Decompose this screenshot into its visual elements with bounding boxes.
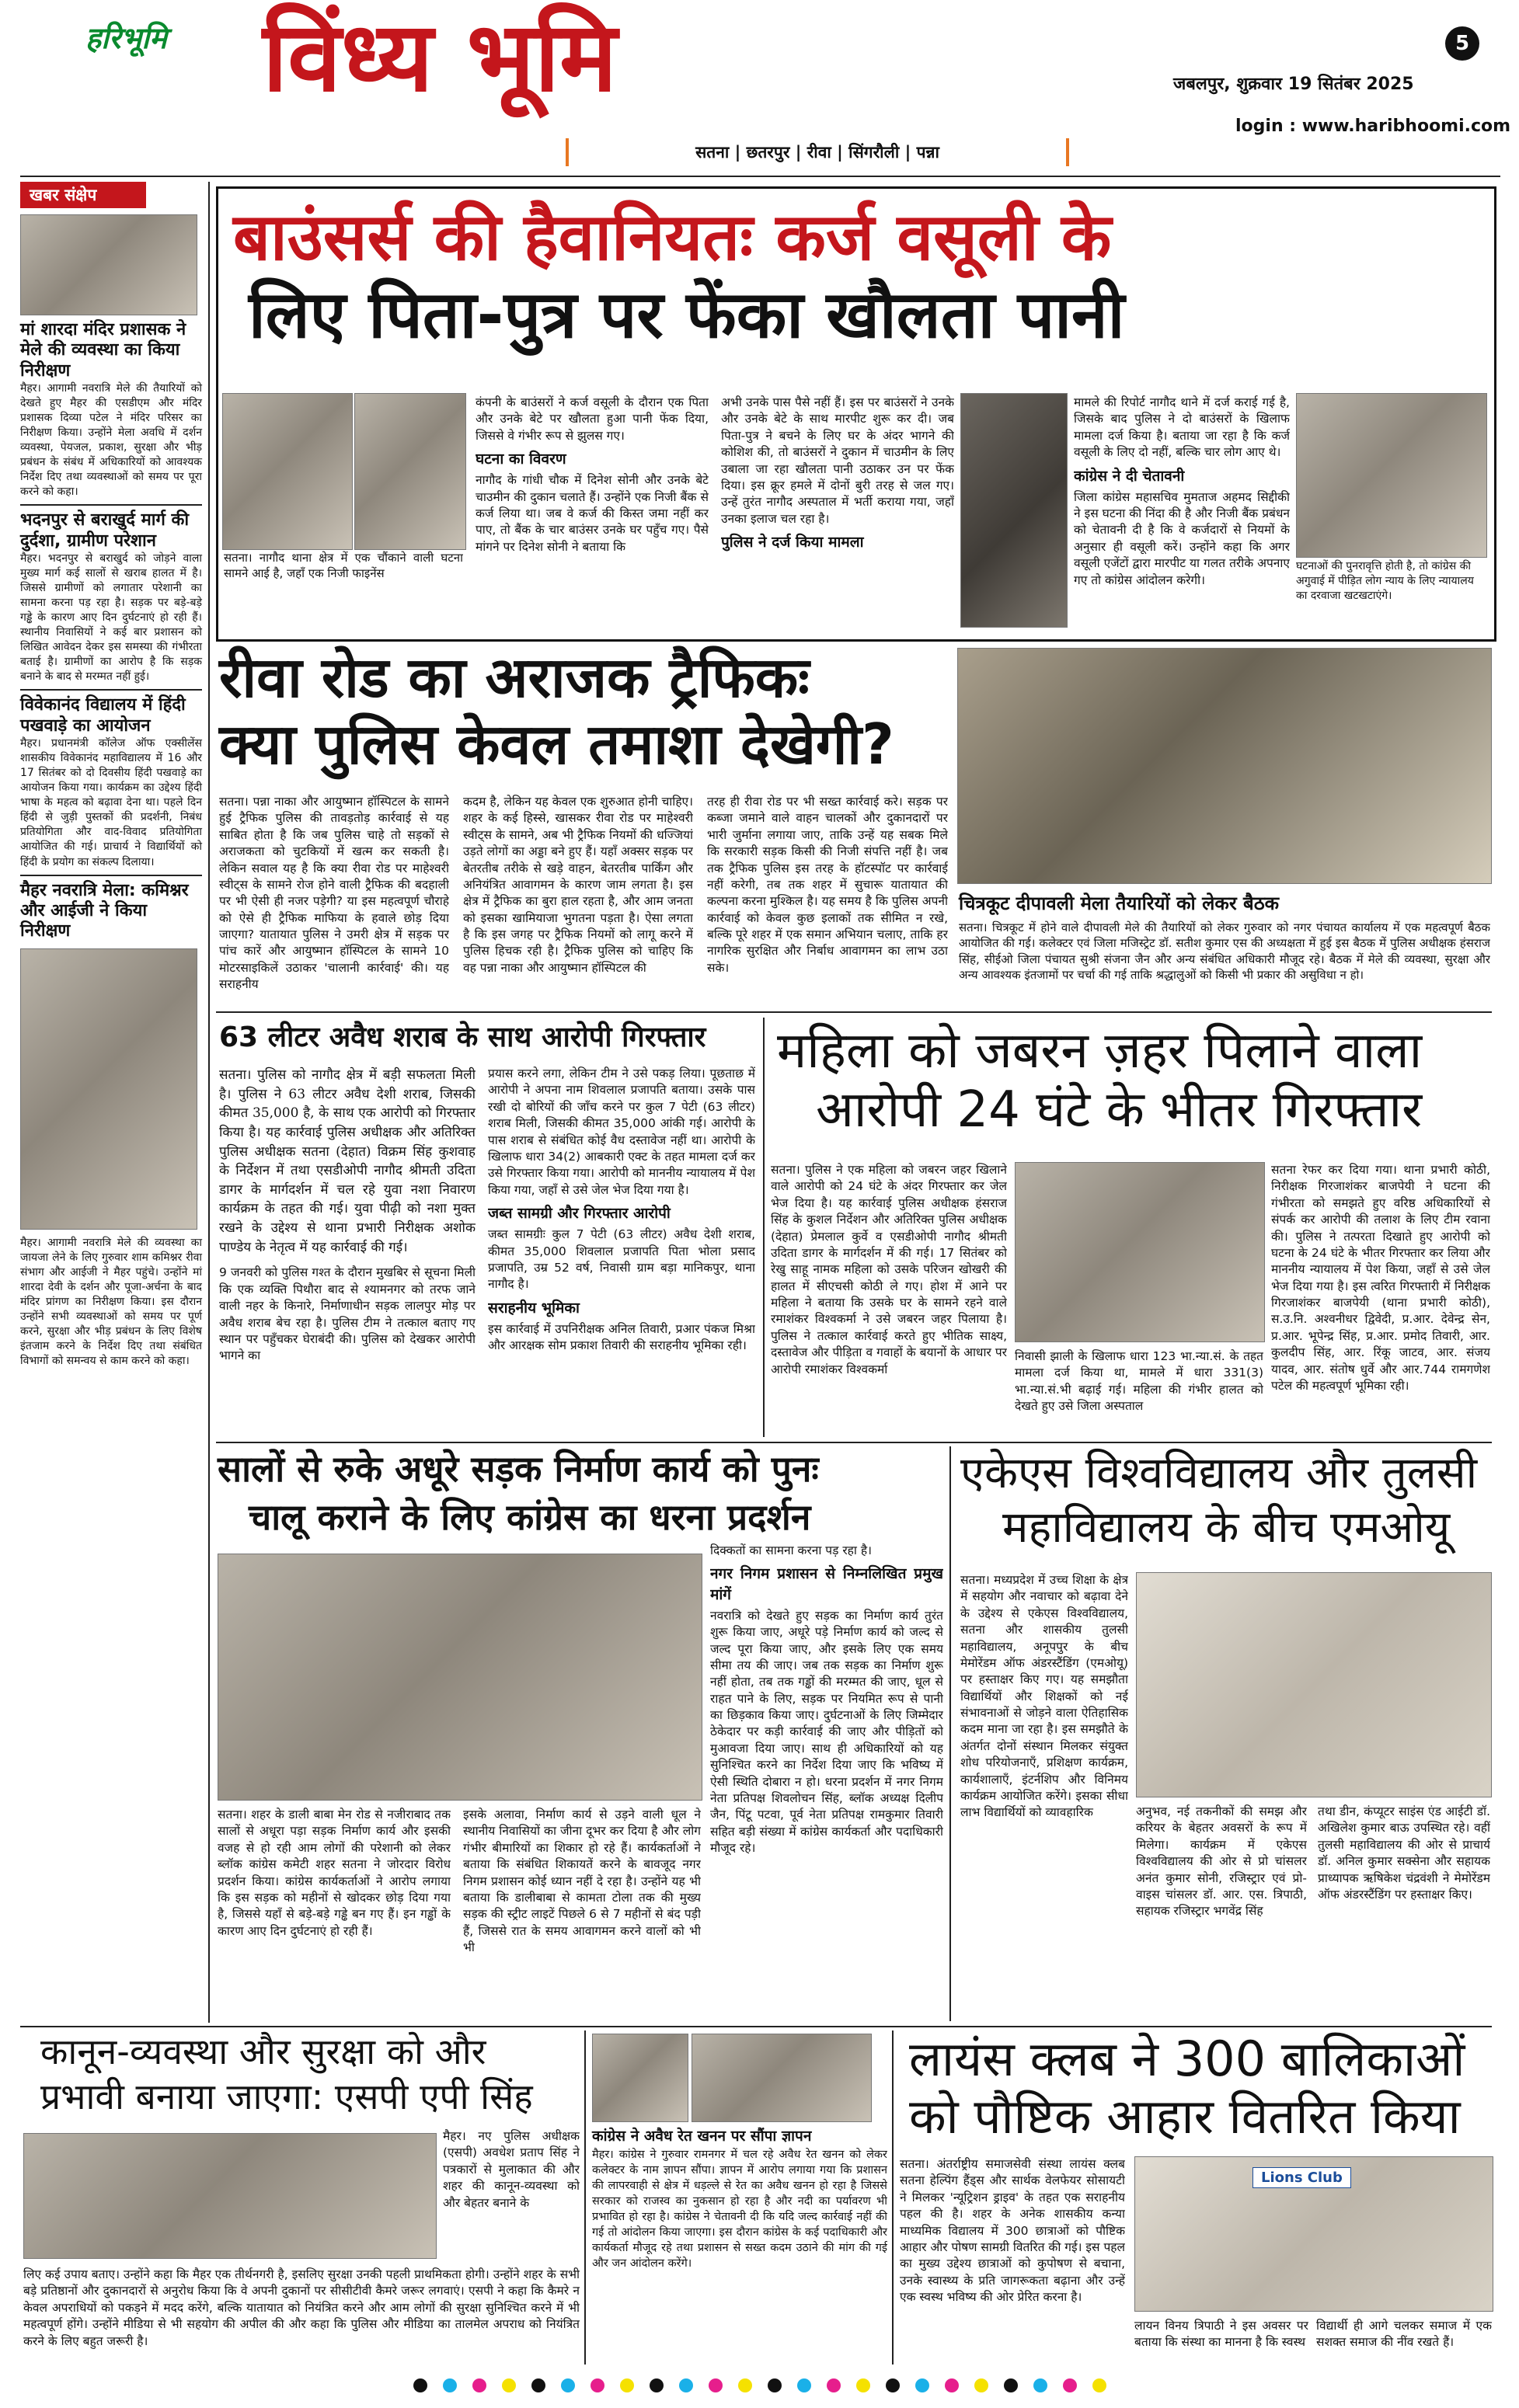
story-9-headline-1: लायंस क्लब ने 300 बालिकाओं — [909, 2030, 1465, 2087]
story-3-col-2b-text: जब्त सामग्रीः कुल 7 पेटी (63 लीटर) अवैध देशी शराब, कीमत 35,000 शिवलाल प्रजापति पिता भोला प्रसाद प्रजापति, उम्र 52 वर्ष, निवासी ग्राम बड़ा मानिकपुर, थाना नागौद है। — [488, 1227, 755, 1292]
story-1-caption: सतना। नागौद थाना क्षेत्र में एक चौंकाने वाली घटना सामने आई है, जहाँ एक निजी फाइनेंस — [224, 551, 463, 581]
story-7-col-1b: लिए कई उपाय बताए। उन्होंने कहा कि मैहर एक तीर्थनगरी है, इसलिए सुरक्षा उनकी पहली प्राथमिकता होगी। उन्होंने शहर के सभी बड़े प्रतिष्ठानों और दुकानदारों से अनुरोध किया कि वे अपनी दुकानों पर सीसीटीवी कैमरे जरूर लगवाएं। एसपी ने कहा कि कैमरे न केवल अपराधियों को पकड़ने में मदद करेंगे, बल्कि यातायात को नियंत्रित करने और आम लोगों की सुरक्षा सुनिश्चित करने में भी महत्वपूर्ण होंगे। उन्होंने मीडिया से भी सहयोग की अपील की और कहा कि पुलिस और मीडिया का तालमेल अपराध को नियंत्रित करने के लिए बहुत जरूरी है। — [23, 2267, 580, 2348]
story-9-caption-2: विद्यार्थी ही आगे चलकर समाज में एक सशक्त समाज की नींव रखते हैं। — [1316, 2319, 1492, 2350]
sidebar-item-2-body: मैहर। भदनपुर से बराखुर्द को जोड़ने वाला मुख्य मार्ग कई सालों से खराब हालत में है। जिससे ग्रामीणों को लगातार परेशानी का सामना करना पड़ रहा है। सड़क पर बड़े-बड़े गड्ढे के कारण आए दिन दुर्घटनाएं हो रही हैं। स्थानीय निवासियों ने कई बार प्रशासन को लिखित आवेदन देकर इस समस्या की गंभीरता बताई है। ग्रामीणों का आरोप है कि सड़क बनाने के बाद से मरम्मत नहीं हुई। — [20, 552, 202, 684]
story-8-headline: कांग्रेस ने अवैध रेत खनन पर सौंपा ज्ञापन — [592, 2128, 812, 2145]
story-1-photo-4 — [1296, 393, 1487, 558]
story-5-photo — [218, 1554, 702, 1801]
divider-story-7-8 — [584, 2030, 586, 2365]
dateline: जबलपुर, शुक्रवार 19 सितंबर 2025 — [1173, 75, 1414, 94]
sidebar-photo-1 — [20, 214, 197, 315]
story-1-col-2-text: अभी उनके पास पैसे नहीं हैं। इस पर बाउंसरों ने उनके और उनके बेटे के साथ मारपीट शुरू कर दी। जब पिता-पुत्र ने बचने के लिए घर के अंदर भागने की कोशिश की, तो बाउंसरों ने दुकान में चाउमीन के लिए उबाला जा रहा खौलता पानी उठाकर उन पर फेंक दिया। इस क्रूर हमले में दोनों बुरी तरह से जल गए। उन्हें तुरंत नागौद अस्पताल में भर्ती कराया गया, जहाँ उनका इलाज चल रहा है। — [721, 395, 954, 526]
story-5-headline-2: चालू कराने के लिए कांग्रेस का धरना प्रदर्शन — [249, 1496, 811, 1538]
story-7-col-1: मैहर। नए पुलिस अधीक्षक (एसपी) अवधेश प्रताप सिंह ने पत्रकारों से मुलाकात की और शहर की कानून-व्यवस्था को और बेहतर बनाने के — [443, 2129, 580, 2210]
divider-story-8-9 — [892, 2030, 894, 2365]
sidebar-divider — [208, 182, 210, 2023]
divider-row-2 — [216, 1011, 1492, 1013]
story-4-col-1: सतना। पुलिस ने एक महिला को जबरन जहर खिलाने वाले आरोपी को 24 घंटे के अंदर गिरफ्तार कर जेल भेज दिया है। यह कार्रवाई पुलिस अधीक्षक हंसराज सिंह के कुशल निर्देशन और अतिरिक्त पुलिस अधीक्षक (देहात) प्रेमलाल कुर्वे व एसडीओपी नागौद श्रीमती उदिता डागर के मार्गदर्शन में की गई। 17 सितंबर को रेखु साहू नामक महिला को उसके परिजन खोखरी की हालत में सीएचसी कोठी ले गए। होश में आने पर महिला ने बताया कि उसके घर के सामने रहने वाले रमाशंकर विश्वकर्मा ने उसे जबरन जहर पिलाया है। पुलिस ने तत्काल कार्रवाई करते हुए भीतिक साक्ष्य, दस्तावेज और पीड़िता व गवाहों के बयानों के आधार पर आरोपी रमाशंकर विश्वकर्मा — [771, 1163, 1007, 1376]
story-1-photo-1 — [222, 393, 353, 550]
story-2-col-2: कदम है, लेकिन यह केवल एक शुरुआत होनी चाहिए। शहर के कई हिस्से, खासकर रीवा रोड पर माहेश्वरी स्वीट्स के सामने, अब भी ट्रैफिक नियमों की धज्जियां उड़ते लोगों का अड्डा बने हुए हैं। यहाँ अक्सर सड़क पर बेतरतीब तरीके से खड़े वाहन, बेतरतीब पार्किंग और अनियंत्रित आवागमन के कारण जाम लगता है। इस क्षेत्र में ट्रैफिक का बुरा हाल रहता है, और आम जनता को इसका खामियाजा भुगतना पड़ता है। ऐसा लगता है कि इस जगह पर ट्रैफिक नियमों को लागू करने में पुलिस हिचक रही है। ट्रैफिक पुलिस को चाहिए कि वह पन्ना नाका और आयुष्मान हॉस्पिटल की — [463, 795, 693, 975]
story-5-col-3b-text: नवरात्रि को देखते हुए सड़क का निर्माण कार्य तुरंत शुरू किया जाए, अधूरे पड़े निर्माण कार्य को जल्द से जल्द पूरा किया जाए, और इसके लिए एक समय सीमा तय की जाए। जब तक सड़क का निर्माण शुरू नहीं होता, तब तक गड्ढों की मरम्मत की जाए, धूल से राहत पाने के लिए, सड़क पर नियमित रूप से पानी का छिड़काव किया जाए। दुर्घटनाओं के लिए जिम्मेदार ठेकेदार पर कड़ी कार्रवाई की जाए और पीड़ितों को मुआवजा दिया जाए। साथ ही अधिकारियों को यह सुनिश्चित करने का निर्देश दिया जाए कि भविष्य में ऐसी स्थिति दोबारा न हो। धरना प्रदर्शन में नगर निगम नेता प्रतिपक्ष शिवलोचन सिंह, ब्लॉक अध्यक्ष दिलीप जैन, पिंटू पटवा, पूर्व नेता प्रतिपक्ष रामकुमार तिवारी सहित बड़ी संख्या में कांग्रेस कार्यकर्ता और पदाधिकारी मौजूद रहे। — [710, 1608, 943, 1856]
meeting-photo — [957, 648, 1492, 884]
story-1-col-1-text: कंपनी के बाउंसरों ने कर्ज वसूली के दौरान एक पिता और उनके बेटे पर खौलता हुआ पानी फेंक दिया, जिससे वे गंभीर रूप से झुलस गए। — [476, 395, 709, 443]
story-1-col-2 — [721, 395, 954, 632]
story-5-col-1: सतना। शहर के डाली बाबा मेन रोड से नजीराबाद तक सालों से अधूरा पड़ा सड़क निर्माण कार्य और इसकी वजह से हो रही आम लोगों की परेशानी को लेकर ब्लॉक कांग्रेस कमेटी शहर सतना ने जोरदार विरोध प्रदर्शन किया। कांग्रेस कार्यकर्ताओं ने आरोप लगाया कि इस सड़क को महीनों से खोदकर छोड़ दिया गया है, जिससे यहाँ से बड़े-बड़े गड्ढे बन गए हैं। इन गड्ढों के कारण आए दिन दुर्घटनाएं हो रही हैं। — [218, 1808, 451, 1938]
sidebar — [20, 182, 202, 2201]
story-1-col-3b-text: जिला कांग्रेस महासचिव मुमताज अहमद सिद्दीकी ने इस घटना की निंदा की है और निजी बैंक प्रबंधन को चेतावनी दी है कि वे कर्जदारों से नियमों के अनुसार ही वसूली करें। उन्होंने कहा कि अगर वसूली एजेंटों द्वारा मारपीट या गलत तरीके अपनाए गए तो कांग्रेस आंदोलन करेगी। — [1074, 489, 1290, 587]
story-5-col-2: इसके अलावा, निर्माण कार्य से उड़ने वाली धूल ने स्थानीय निवासियों का जीना दूभर कर दिया है और लोग गंभीर बीमारियों का शिकार हो रहे हैं। कार्यकर्ताओं ने बताया कि संबंधित शिकायतें करने के बावजूद नगर निगम प्रशासन कोई ध्यान नहीं दे रहा है। उन्होंने यह भी बताया कि डालीबाबा से कामता टोला तक की मुख्य सड़क की स्ट्रीट लाइटें पिछले 6 से 7 महीनों से बंद पड़ी हैं, जिससे रात के समय आवागमन करने वालों को भी भी — [463, 1808, 701, 1954]
divider-story-5-6 — [949, 1446, 951, 2021]
story-5-headline-1: सालों से रुके अधूरे सड़क निर्माण कार्य को पुनः — [218, 1448, 819, 1490]
story-7-photo — [23, 2133, 437, 2259]
story-1-col-3 — [1074, 395, 1290, 632]
story-2-headline-1: रीवा रोड का अराजक ट्रैफिकः — [219, 645, 810, 710]
story-5-col-3 — [710, 1543, 943, 2018]
sidebar-item-4-headline: मैहर नवरात्रि मेला: कमिश्नर और आईजी ने किया निरीक्षण — [20, 880, 189, 941]
story-1-caption-2: घटनाओं की पुनरावृत्ति होती है, तो कांग्रेस की अगुवाई में पीड़ित लोग न्याय के लिए न्यायालय का दरवाजा खटखटाएंगे। — [1296, 560, 1474, 602]
sidebar-item-4-body: मैहर। आगामी नवरात्रि मेले की व्यवस्था का जायजा लेने के लिए गुरुवार शाम कमिश्नर रीवा संभाग और आईजी ने मैहर पहुंचे। उन्होंने मां शारदा देवी के दर्शन और पूजा-अर्चना के बाद मंदिर प्रांगण का निरीक्षण किया। इस दौरान उन्होंने सभी व्यवस्थाओं को समय पर पूर्ण करने, सुरक्षा और भीड़ प्रबंधन के लिए विशेष इंतजाम करने के निर्देश दिए तथा संबंधित विभागों को समन्वय से काम करने को कहा। — [20, 1236, 202, 1367]
story-3-sub-2: सराहनीय भूमिका — [488, 1299, 580, 1317]
story-1-headline-2: लिए पिता-पुत्र पर फेंका खौलता पानी — [249, 277, 1125, 353]
story-6-col-2: अनुभव, नई तकनीकों की समझ और करियर के बेहतर अवसरों के रूप में मिलेगा। कार्यक्रम में एकेएस विश्वविद्यालय की ओर से प्रो चांसलर अनंत कुमार सोनी, रजिस्ट्रार एवं प्रो-वाइस चांसलर डॉ. आर. एस. त्रिपाठी, सहायक रजिस्ट्रार भगवेंद्र सिंह — [1136, 1804, 1307, 1919]
sidebar-label: खबर संक्षेप — [20, 182, 146, 208]
story-4-headline-2: आरोपी 24 घंटे के भीतर गिरफ्तार — [816, 1081, 1423, 1139]
login-url[interactable]: login : www.haribhoomi.com — [1235, 117, 1511, 136]
district-bar — [566, 138, 1069, 166]
story-1-sub-3: कांग्रेस ने दी चेतावनी — [1074, 467, 1185, 485]
story-8-photo-2 — [692, 2034, 872, 2122]
story-4-photo — [1015, 1162, 1265, 1342]
story-6-headline-2: महाविद्यालय के बीच एमओयू — [1002, 1502, 1451, 1553]
brand-logo: हरिभूमि — [85, 21, 167, 55]
story-3-col-1 — [219, 1066, 476, 1437]
story-2-col-3: तरह ही रीवा रोड पर भी सख्त कार्रवाई करे। सड़क पर कब्जा जमाने वाले वाहन चालकों और दुकानदारों पर भारी जुर्माना लगाया जाए, ताकि उन्हें यह सबक मिले कि सरकारी सड़क किसी की निजी संपत्ति नहीं है। जब तक ट्रैफिक पुलिस इस तरह के हॉटस्पॉट पर कार्रवाई नहीं करेगी, तब तक शहर में सुचारू यातायात की कल्पना करना मुश्किल है। यह समय है कि पुलिस अपनी कार्रवाई को केवल कुछ इलाकों तक सीमित न रखे, बल्कि पूरे शहर में एक समान अभियान चलाए, ताकि हर नागरिक सुरक्षित और निर्बाध आवागमन का लाभ उठा सके। — [707, 795, 948, 975]
story-3-col-2c-text: इस कार्रवाई में उपनिरीक्षक अनिल तिवारी, प्रआर पंकज मिश्रा और आरक्षक सोम प्रकाश तिवारी की सराहनीय भूमिका रही। — [488, 1321, 755, 1353]
sidebar-item-3-body: मैहर। प्रधानमंत्री कॉलेज ऑफ एक्सीलेंस शासकीय विवेकानंद महाविद्यालय में 16 और 17 सितंबर को दो दिवसीय हिंदी पखवाड़े का आयोजन किया गया। कार्यक्रम का उद्देश्य हिंदी भाषा के महत्व को बढ़ावा देना था। पहले दिन हिंदी से जुड़ी पुस्तकों की प्रदर्शनी, निबंध प्रतियोगिता और वाद-विवाद प्रतियोगिता आयोजित की गई। प्राचार्य ने विद्यार्थियों को हिंदी के प्रयोग का संकल्प दिलाया। — [20, 737, 202, 868]
story-9-banner: Lions Club — [1252, 2167, 1351, 2188]
story-6-col-1: सतना। मध्यप्रदेश में उच्च शिक्षा के क्षेत्र में सहयोग और नवाचार को बढ़ावा देने के उद्देश्य से एकेएस विश्वविद्यालय, सतना और शासकीय तुलसी महाविद्यालय, अनूपपुर के बीच मेमोरेंडम ऑफ अंडरस्टैंडिंग (एमओयू) पर हस्ताक्षर किए गए। यह समझौता विद्यार्थियों और शिक्षकों को नई संभावनाओं से जोड़ने वाला ऐतिहासिक कदम माना जा रहा है। इस समझौते के अंतर्गत दोनों संस्थान मिलकर संयुक्त शोध परियोजनाएँ, प्रशिक्षण कार्यक्रम, कार्यशालाएँ, इंटर्नशिप और विनिमय कार्यक्रम आयोजित करेंगे। इसका सीधा लाभ विद्यार्थियों को व्यावहारिक — [960, 1573, 1128, 1820]
story-5-col-3-text: दिक्कतों का सामना करना पड़ रहा है। — [710, 1543, 872, 1557]
meeting-caption-title: चित्रकूट दीपावली मेला तैयारियों को लेकर बैठक — [959, 893, 1280, 914]
story-3-headline: 63 लीटर अवैध शराब के साथ आरोपी गिरफ्तार — [219, 1021, 706, 1053]
story-4-caption: निवासी झाली के खिलाफ धारा 123 भा.न्या.सं. के तहत मामला दर्ज किया था, मामले में धारा 331(3) भा.न्या.सं.भी बढ़ाई गई। महिला की गंभीर हालत को देखते हुए उसे जिला अस्पताल — [1015, 1349, 1263, 1414]
story-7-headline-2: प्रभावी बनाया जाएगा: एसपी एपी सिंह — [40, 2076, 533, 2117]
section-title: विंध्य भूमि — [263, 2, 618, 113]
sidebar-photo-2 — [20, 948, 197, 1230]
story-9-caption: लायन विनय त्रिपाठी ने इस अवसर पर बताया कि संस्था का मानना है कि स्वस्थ — [1134, 2319, 1308, 2350]
sidebar-item-2-headline: भदनपुर से बराखुर्द मार्ग की दुर्दशा, ग्रामीण परेशान — [20, 510, 190, 551]
story-3-sub-1: जब्त सामग्री और गिरफ्तार आरोपी — [488, 1205, 671, 1222]
story-6-headline-1: एकेएस विश्वविद्यालय और तुलसी — [960, 1448, 1478, 1498]
story-1-photo-2 — [354, 393, 466, 550]
story-6-photo — [1136, 1572, 1492, 1797]
sidebar-item-3-headline: विवेकानंद विद्यालय में हिंदी पखवाड़े का आयोजन — [20, 695, 186, 736]
divider-story-3-4 — [763, 1018, 765, 1437]
story-3-col-2 — [488, 1066, 755, 1437]
divider-row-3 — [216, 1442, 1492, 1443]
masthead-rule — [20, 176, 1500, 177]
story-1-headline-1: बाउंसर्स की हैवानियतः कर्ज वसूली के — [233, 199, 1112, 275]
story-1-col-1b-text: नागौद के गांधी चौक में दिनेश सोनी और उनके बेटे चाउमीन की दुकान चलाते हैं। उन्होंने एक निजी बैंक से कर्ज लिया था। जब वे कर्ज की किस्त जमा नहीं कर पाए, तो बैंक के चार बाउंसर उनके घर पहुँच गए। पैसे मांगने पर दिनेश सोनी ने बताया कि — [476, 473, 709, 554]
story-2-headline-2: क्या पुलिस केवल तमाशा देखेगी? — [219, 712, 894, 777]
page-number: 5 — [1445, 26, 1479, 61]
story-1-col-3-text: मामले की रिपोर्ट नागौद थाने में दर्ज कराई गई है, जिसके बाद पुलिस ने दो बाउंसरों के खिलाफ मामला दर्ज किया है। बताया जा रहा है कि कर्ज वसूली के लिए दो नहीं, बल्कि चार लोग आए थे। — [1074, 395, 1290, 460]
story-2-col-1: सतना। पन्ना नाका और आयुष्मान हॉस्पिटल के सामने हुई ट्रैफिक पुलिस की तावड़तोड़ कार्रवाई से यह साबित होता है कि जब पुलिस चाहे तो सड़कों से अराजकता को चुटकियों में खत्म कर सकती है। लेकिन सवाल यह है कि क्या रीवा रोड पर माहेश्वरी स्वीट्स के सामने रोज होने वाली ट्रैफिक की बदहाली पर भी ऐसी ही नजर पड़ेगी? या इस महत्वपूर्ण चौराहे को ऐसे ही ट्रैफिक माफिया के हवाले छोड़ दिया जाएगा? यातायात पुलिस ने उमरी क्षेत्र में सड़क पर पांच कारें और आयुष्मान हॉस्पिटल के सामने 10 मोटरसाइकिलें उठाकर 'चालानी कार्रवाई' की। यह सराहनीय — [219, 795, 449, 992]
story-7-headline-1: कानून-व्यवस्था और सुरक्षा को और — [40, 2030, 486, 2072]
story-1-sub-2: पुलिस ने दर्ज किया मामला — [721, 534, 864, 551]
district-list: सतना | छतरपुर | रीवा | सिंगरौली | पन्ना — [695, 143, 939, 162]
story-9-col-1: सतना। अंतर्राष्ट्रीय समाजसेवी संस्था लायंस क्लब सतना हेल्पिंग हैंड्स और सार्थक वेलफेयर सोसायटी ने मिलकर 'न्यूट्रिशन ड्राइव' के तहत एक सराहनीय पहल की है। शहर के अनेक शासकीय कन्या माध्यमिक विद्यालय में 300 छात्राओं को पौष्टिक आहार और पोषण सामग्री वितरित की गई। इस पहल का मुख्य उद्देश्य छात्राओं को कुपोषण से बचाना, उनके स्वास्थ्य के प्रति जागरूकता बढ़ाना और उन्हें एक स्वस्थ भविष्य की ओर प्रेरित करना है। — [900, 2157, 1125, 2304]
story-1-sub-1: घटना का विवरण — [476, 451, 566, 468]
story-3-col-1b-text: 9 जनवरी को पुलिस गश्त के दौरान मुखबिर से सूचना मिली कि एक व्यक्ति पिथौरा बाद से श्यामनगर को तरफ जाने वाली नहर के किनारे, निर्माणाधीन सड़क लालपुर मोड़ पर अवैध शराब बेच रहा है। पुलिस टीम ने तत्काल बताए गए स्थान पर पहुँचकर घेराबंदी की। पुलिस को देखकर आरोपी भागने का — [219, 1265, 476, 1363]
story-4-headline-1: महिला को जबरन ज़हर पिलाने वाला — [777, 1022, 1423, 1080]
story-8-photo-1 — [592, 2034, 688, 2122]
story-9-headline-2: को पौष्टिक आहार वितरित किया — [909, 2088, 1461, 2145]
story-4-col-2: सतना रेफर कर दिया गया। थाना प्रभारी कोठी, निरीक्षक गिरजाशंकर बाजपेयी ने घटना की गंभीरता को समझते हुए वरिष्ठ अधिकारियों से संपर्क कर आरोपी की तलाश के लिए टीम रवाना की। पुलिस ने तत्परता दिखाते हुए आरोपी को घटना के 24 घंटे के भीतर गिरफ्तार कर लिया और माननीय न्यायालय में पेश किया, जहाँ से उसे जेल भेज दिया गया है। इस त्वरित गिरफ्तारी में निरीक्षक गिरजाशंकर बाजपेयी (थाना प्रभारी कोठी), स.उ.नि. अश्वनीधर द्विवेदी, प्र.आर. देवेन्द्र सेन, प्र.आर. भूपेन्द्र सिंह, प्र.आर. प्रमोद तिवारी, आर. कुलदीप सिंह, आर. रिंकू जाटव, आर. संजय यादव, आर. संतोष धुर्वे और आर.744 रामगणेश पटेल की महत्वपूर्ण भूमिका रही। — [1271, 1163, 1490, 1393]
story-3-col-2-text: प्रयास करने लगा, लेकिन टीम ने उसे पकड़ लिया। पूछताछ में आरोपी ने अपना नाम शिवलाल प्रजापति बताया। उसके पास रखी दो बोरियों की जाँच करने पर कुल 7 पेटी (63 लीटर) शराब मिली, जिसकी कीमत 35,000 आंकी गई। आरोपी के पास शराब से संबंधित कोई वैध दस्तावेज नहीं था। आरोपी के खिलाफ धारा 34(2) आबकारी एक्ट के तहत मामला दर्ज कर उसे गिरफ्तार किया गया। आरोपी को माननीय न्यायालय में पेश किया गया, जहाँ से उसे जेल भेज दिया गया है। — [488, 1067, 755, 1197]
divider-row-4 — [20, 2026, 1492, 2027]
sidebar-item-1-headline: मां शारदा मंदिर प्रशासक ने मेले की व्यवस्था का किया निरीक्षण — [20, 320, 186, 381]
story-5-sub-1: नगर निगम प्रशासन से निम्नलिखित प्रमुख मांगें — [710, 1565, 943, 1603]
sidebar-item-1-body: मैहर। आगामी नवरात्रि मेले की तैयारियों को देखते हुए मैहर की एसडीएम और मंदिर प्रशासक दिव्या पटेल ने मंदिर परिसर का निरीक्षण किया। उन्होंने मेला अवधि में दर्शन व्यवस्था, पेयजल, प्रकाश, सुरक्षा और भीड़ प्रबंधन के संबंध में अधिकारियों को आवश्यक निर्देश दिए तथा व्यवस्थाओं को समय पर पूरा करने को कहा। — [20, 382, 202, 499]
print-registration-marks — [0, 2378, 1519, 2396]
story-1-photo-3 — [960, 393, 1068, 628]
meeting-caption: सतना। चित्रकूट में होने वाले दीपावली मेले की तैयारियों को लेकर गुरुवार को नगर पंचायत कार्यालय में एक महत्वपूर्ण बैठक आयोजित की गई। कलेक्टर एवं जिला मजिस्ट्रेट डॉ. सतीश कुमार एस की अध्यक्षता में हुई इस बैठक में पुलिस अधीक्षक हंसराज सिंह, सीईओ जिला पंचायत सुश्री संजना जैन और अन्य संबंधित अधिकारी मौजूद रहे। बैठक में मेले की व्यवस्था, सुरक्षा और अन्य आवश्यक इंतजामों पर चर्चा की गई ताकि श्रद्धालुओं को किसी भी प्रकार की असुविधा न हो। — [959, 920, 1490, 982]
story-6-col-3: तथा डीन, कंप्यूटर साइंस एंड आईटी डॉ. अखिलेश कुमार बाऊ उपस्थित रहे। वहीं तुलसी महाविद्यालय की ओर से प्राचार्य डॉ. अनिल कुमार सक्सेना और सहायक प्राध्यापक ऋषिकेश चंद्रवंशी ने मेमोरेंडम ऑफ अंडरस्टैंडिंग पर हस्ताक्षर किए। — [1318, 1804, 1490, 1902]
story-1-col-1 — [476, 395, 709, 632]
story-3-col-1-text: सतना। पुलिस को नागौद क्षेत्र में बड़ी सफलता मिली है। पुलिस ने 63 लीटर अवैध देशी शराब, जिसकी कीमत 35,000 है, के साथ एक आरोपी को गिरफ्तार किया है। यह कार्रवाई पुलिस अधीक्षक और अतिरिक्त पुलिस अधीक्षक सतना (देहात) विक्रम सिंह कुशवाह के निर्देशन में तथा एसडीओपी नागौद श्रीमती उदिता डागर के मार्गदर्शन में चल रहे युवा नशा निवारण कार्यक्रम के तहत की गई। युवा पीढ़ी को नशा मुक्त रखने के उद्देश्य से थाना प्रभारी निरीक्षक अशोक पाण्डेय के नेतृत्व में यह कार्रवाई की गई। — [219, 1067, 476, 1255]
story-8-body: मैहर। कांग्रेस ने गुरुवार रामनगर में चल रहे अवैध रेत खनन को लेकर कलेक्टर के नाम ज्ञापन सौंपा। ज्ञापन में आरोप लगाया गया कि प्रशासन की लापरवाही से क्षेत्र में धड़ल्ले से रेत का अवैध खनन हो रहा है जिससे सरकार को राजस्व का नुकसान हो रहा है और नदी का पर्यावरण भी प्रभावित हो रहा है। कांग्रेस ने चेतावनी दी कि यदि जल्द कार्रवाई नहीं की गई तो आंदोलन किया जाएगा। इस दौरान कांग्रेस के कई पदाधिकारी और कार्यकर्ता मौजूद रहे तथा प्रशासन से सख्त कदम उठाने की मांग की गई और जन आंदोलन करेंगे। — [592, 2149, 887, 2270]
